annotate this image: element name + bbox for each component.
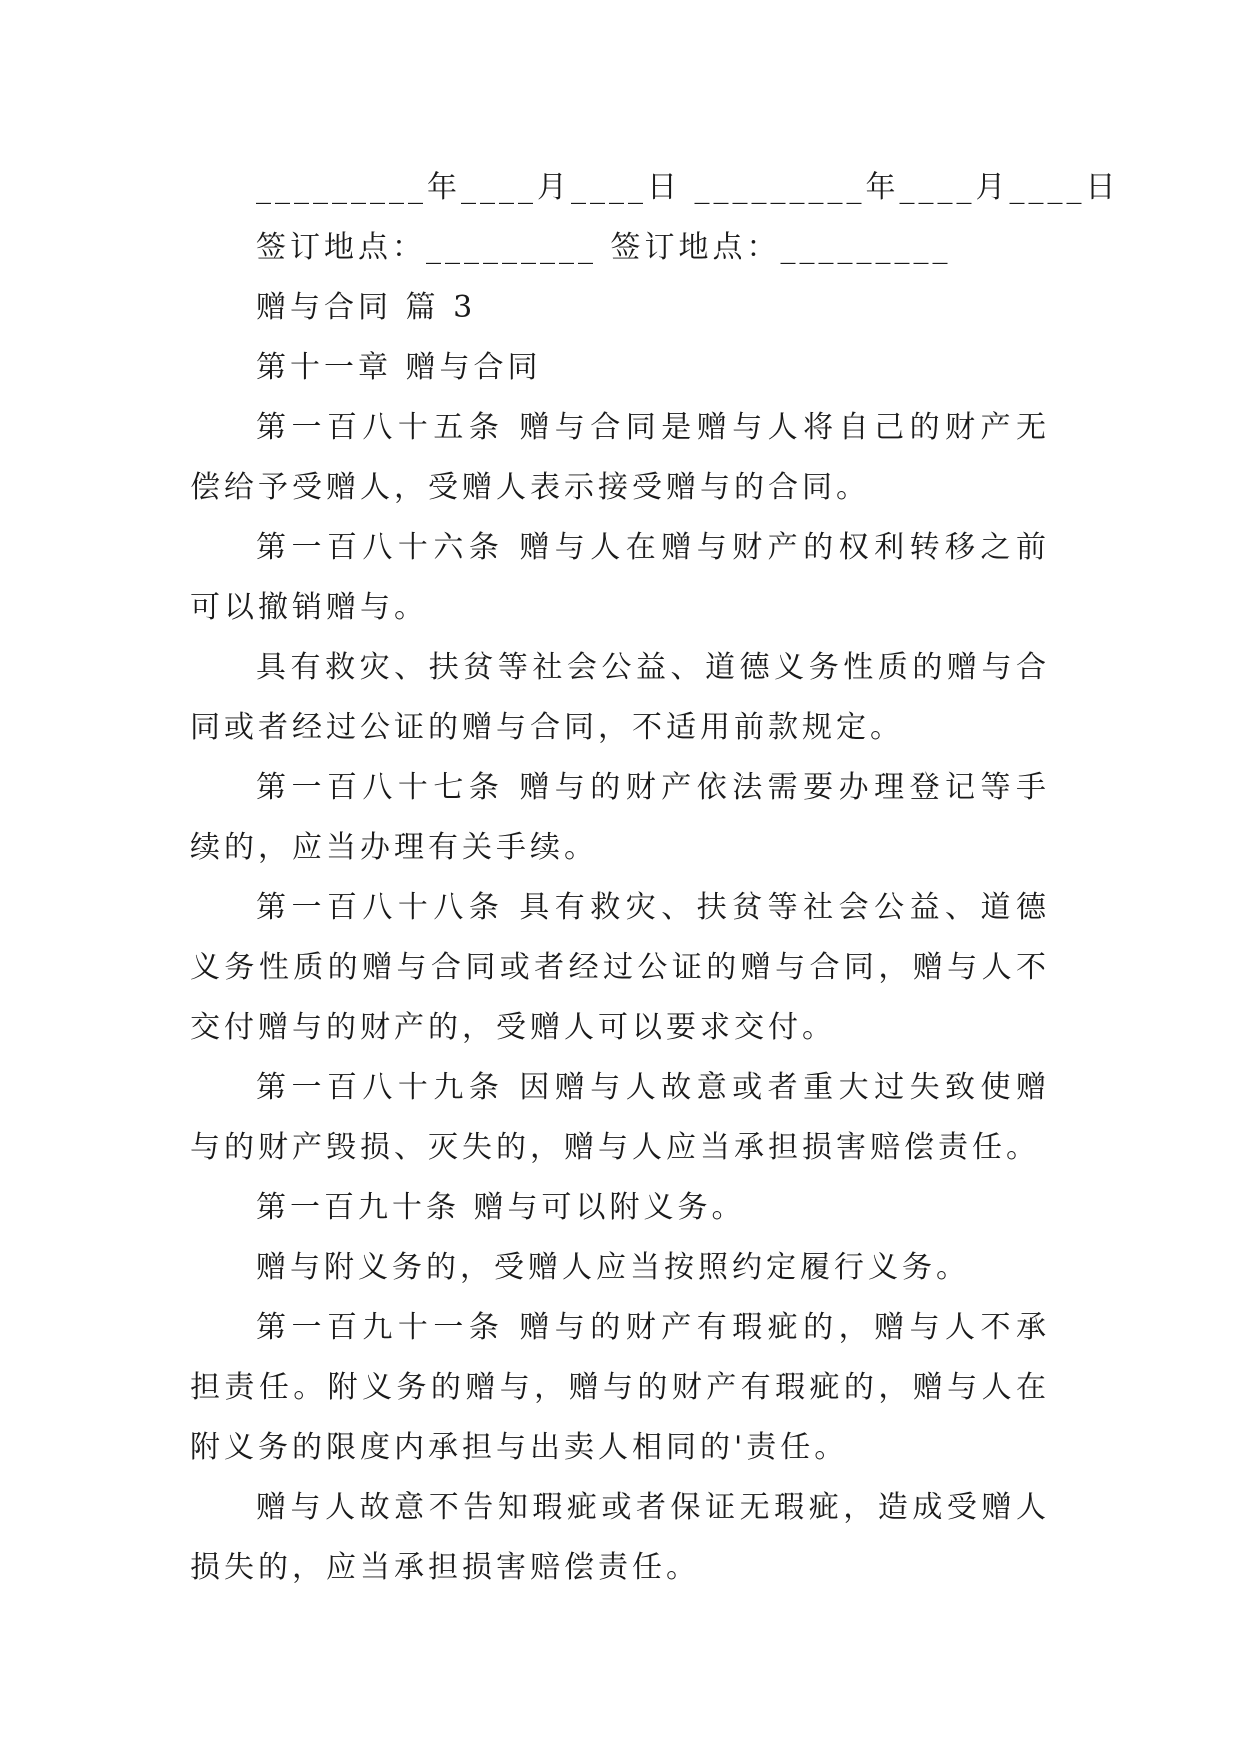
article-191: 第一百九十一条 赠与的财产有瑕疵的，赠与人不承担责任。附义务的赠与，赠与的财产有瑕疵的，赠与人在附义务的限度内承担与出卖人相同的'责任。: [190, 1310, 1050, 1465]
signing-place-line: 签订地点：_________ 签订地点：_________: [256, 230, 952, 265]
article-189: 第一百八十九条 因赠与人故意或者重大过失致使赠与的财产毁损、灭失的，赠与人应当承担损害赔偿责任。: [190, 1070, 1050, 1165]
article-186-clause-2: 具有救灾、扶贫等社会公益、道德义务性质的赠与合同或者经过公证的赠与合同，不适用前款规定。: [190, 650, 1050, 745]
article-190-clause-2: 赠与附义务的，受赠人应当按照约定履行义务。: [256, 1250, 970, 1285]
article-187: 第一百八十七条 赠与的财产依法需要办理登记等手续的，应当办理有关手续。: [190, 770, 1050, 865]
article-190: 第一百九十条 赠与可以附义务。: [256, 1190, 746, 1225]
signing-date-line: _________年____月____日 _________年____月____日: [256, 170, 1120, 205]
section-title: 赠与合同 篇 3: [256, 290, 477, 325]
document-body: [190, 158, 1120, 1598]
chapter-title: 第十一章 赠与合同: [256, 350, 542, 385]
article-186: 第一百八十六条 赠与人在赠与财产的权利转移之前可以撤销赠与。: [190, 530, 1050, 625]
article-191-clause-2: 赠与人故意不告知瑕疵或者保证无瑕疵，造成受赠人损失的，应当承担损害赔偿责任。: [190, 1490, 1050, 1585]
article-188: 第一百八十八条 具有救灾、扶贫等社会公益、道德义务性质的赠与合同或者经过公证的赠与合同，赠与人不交付赠与的财产的，受赠人可以要求交付。: [190, 890, 1050, 1045]
article-185: 第一百八十五条 赠与合同是赠与人将自己的财产无偿给予受赠人，受赠人表示接受赠与的合同。: [190, 410, 1050, 505]
